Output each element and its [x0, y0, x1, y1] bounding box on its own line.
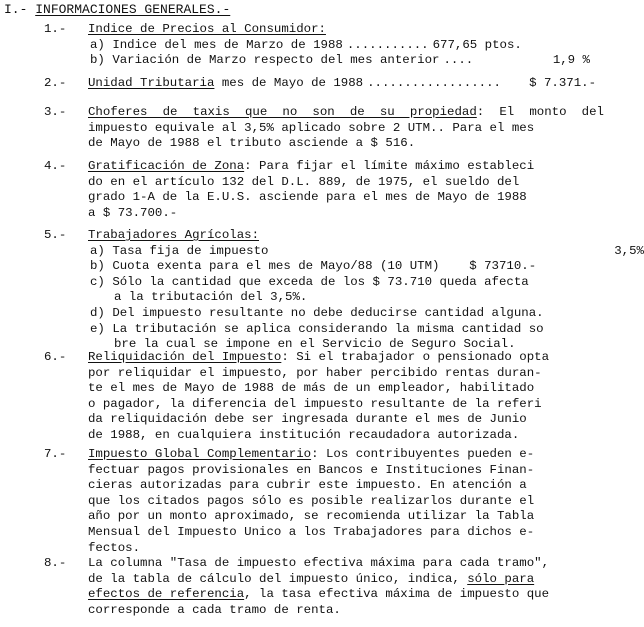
sub-item-a [88, 244, 644, 260]
item-title: Gratificación de Zona [88, 159, 245, 173]
item-text: : Los contribuyentes pueden e- [311, 447, 535, 461]
sub-item-b [88, 259, 604, 275]
leader-dots: .... [443, 53, 474, 68]
section-number: I.- [4, 2, 28, 17]
utm-value: $ 7.371.- [529, 76, 596, 90]
item-7 [44, 447, 604, 556]
sub-item-d [88, 306, 604, 322]
item-number: 2.- [44, 76, 67, 90]
item-text: a $ 73.700.- [88, 205, 178, 220]
item-1 [44, 22, 604, 69]
item-6 [44, 350, 604, 444]
item-number: 3.- [44, 105, 67, 119]
item-text: Mensual del Impuesto Unico a los Trabajadores para dichos e- [88, 524, 535, 539]
item-text: mes de Mayo de 1988 [214, 76, 364, 90]
rate-value: 3,5% [614, 243, 644, 258]
exempt-value: $ 73710.- [469, 259, 537, 274]
item-2 [44, 76, 604, 92]
item-text: impuesto equivale al 3,5% aplicado sobre 2 UTM.. Para el mes [88, 120, 535, 135]
item-text: año por un monto aproximado, se recomienda utilizar la Tabla [88, 509, 535, 524]
item-text: : Si el trabajador o pensionado opta [281, 350, 550, 364]
item-number: 1.- [44, 22, 67, 36]
item-text: corresponde a cada tramo de renta. [88, 602, 341, 617]
item-text: , la tasa efectiva máxima de impuesto que [244, 587, 550, 602]
leader-dots: .................. [367, 76, 501, 90]
item-title: Impuesto Global Complementario [88, 447, 312, 461]
item-text: de 1988, en cualquiera institución recaudadora autorizada. [88, 427, 520, 442]
sub-item-a [88, 37, 522, 54]
item-text: de Mayo de 1988 el tributo asciende a $ 516. [88, 136, 416, 151]
sub-text: Indice del mes de Marzo de 1988 [112, 37, 343, 52]
sub-label: c) [90, 274, 105, 289]
item-number: 6.- [44, 350, 67, 364]
item-title: Trabajadores Agrícolas: [88, 228, 260, 242]
sub-label: a) [90, 37, 105, 52]
item-4 [44, 159, 604, 221]
sub-item-c [88, 275, 604, 291]
item-text: o pagador, la diferencia del impuesto resultante de la referi [88, 396, 542, 411]
section-heading [4, 2, 230, 18]
sub-item-b [88, 53, 590, 69]
item-text: fectos. [88, 540, 141, 555]
sub-text: Cuota exenta para el mes de Mayo/88 (10 UTM) [112, 259, 440, 274]
item-title: Unidad Tributaria [88, 76, 215, 90]
sub-text: a la tributación del 3,5%. [114, 290, 308, 305]
item-text: fectuar pagos provisionales en Bancos e Instituciones Finan- [88, 462, 535, 477]
item-text: que los citados pagos sólo es posible realizarlos durante el [88, 493, 535, 508]
sub-label: a) [90, 243, 105, 258]
sub-text: La tributación se aplica considerando la misma cantidad so [112, 321, 544, 336]
item-title: Choferes de taxis que no son de su propiedad [88, 105, 477, 119]
sub-text: Del impuesto resultante no debe deducirse cantidad alguna. [112, 305, 544, 320]
sub-text: bre la cual se impone en el Servicio de Seguro Social. [114, 337, 516, 352]
item-5 [44, 228, 644, 353]
item-title: Reliquidación del Impuesto [88, 350, 282, 364]
sub-label: b) [90, 53, 105, 68]
item-text: de la tabla de cálculo del impuesto único, indica, [88, 571, 468, 586]
item-3 [44, 105, 604, 152]
sub-text: Variación de Marzo respecto del mes anterior [112, 53, 440, 68]
item-number: 5.- [44, 228, 67, 242]
variation-value: 1,9 % [552, 53, 590, 68]
item-text: da reliquidación debe ser ingresada durante el mes de Junio [88, 412, 527, 427]
section-title: INFORMACIONES GENERALES.- [35, 2, 231, 17]
item-emphasis: sólo para [467, 571, 535, 586]
leader-dots: ........... [346, 37, 429, 52]
item-text: grado 1-A de la E.U.S. asciende para el mes de Mayo de 1988 [88, 190, 527, 205]
item-title: Indice de Precios al Consumidor: [88, 22, 326, 36]
item-text: por reliquidar el impuesto, por haber percibido rentas duran- [88, 365, 542, 380]
item-text: cieras autorizadas para cubrir este impuesto. En atención a [88, 478, 527, 493]
item-text: te el mes de Mayo de 1988 de más de un empleador, habilitado [88, 381, 535, 396]
sub-text: Tasa fija de impuesto [112, 243, 269, 258]
item-text: La columna "Tasa de impuesto efectiva máxima para cada tramo", [88, 556, 550, 570]
sub-label: b) [90, 259, 105, 274]
sub-label: e) [90, 321, 105, 336]
sub-label: d) [90, 305, 105, 320]
item-number: 7.- [44, 447, 67, 461]
cpi-value: 677,65 ptos. [432, 37, 522, 52]
item-number: 8.- [44, 556, 67, 570]
item-emphasis: efectos de referencia [88, 587, 245, 602]
sub-text: Sólo la cantidad que exceda de los $ 73.710 queda afecta [112, 274, 529, 289]
item-text: : El monto del [476, 105, 604, 119]
item-text: do en el artículo 132 del D.L. 889, de 1975, el sueldo del [88, 174, 520, 189]
item-text: : Para fijar el límite máximo estableci [244, 159, 535, 173]
sub-item-e [88, 322, 604, 338]
item-number: 4.- [44, 159, 67, 173]
item-8 [44, 556, 604, 618]
